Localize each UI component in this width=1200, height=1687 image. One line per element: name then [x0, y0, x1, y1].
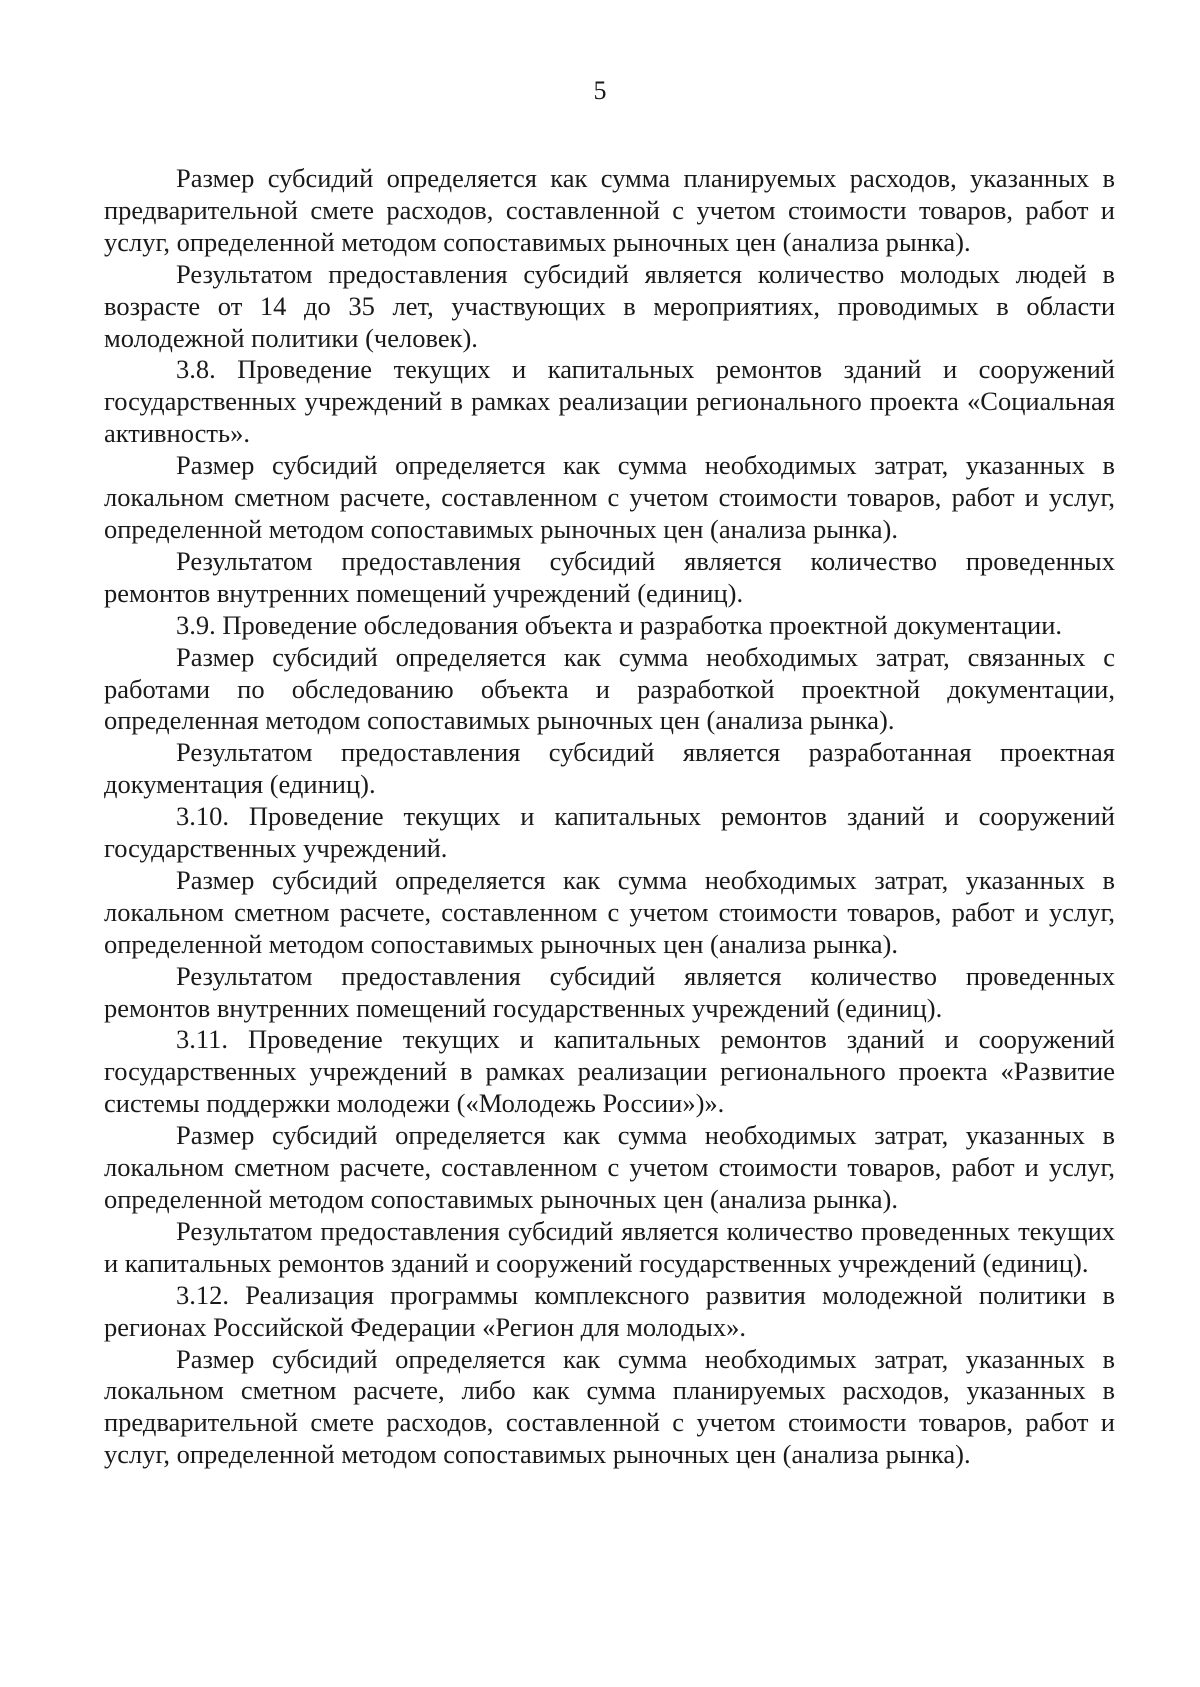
page-number: 5	[593, 76, 607, 105]
subsidy-result-paragraph: Результатом предоставления субсидий является количество молодых людей в возрасте от 14 до 35 лет, участвующих в мероприятиях, проводимых в области молодежной политики (человек).	[104, 258, 1115, 353]
section-3-8-heading: 3.8. Проведение текущих и капитальных ремонтов зданий и сооружений государственных учреждений в рамках реализации регионального проекта «Социальная активность».	[104, 354, 1115, 449]
subsidy-result-paragraph: Результатом предоставления субсидий является разработанная проектная документация (единиц).	[104, 737, 1115, 800]
subsidy-size-paragraph: Размер субсидий определяется как сумма необходимых затрат, указанных в локальном сметном расчете, составленном с учетом стоимости товаров, работ и услуг, определенной методом сопоставимых рыночных цен (анализа рынка).	[104, 864, 1115, 959]
subsidy-size-paragraph: Размер субсидий определяется как сумма необходимых затрат, указанных в локальном сметном расчете, либо как сумма планируемых расходов, указанных в предварительной смете расходов, составленной с учетом стоимости товаров, работ и услуг, определенной методом сопоставимых рыночных цен (анализа рынка).	[104, 1343, 1115, 1470]
subsidy-size-paragraph: Размер субсидий определяется как сумма планируемых расходов, указанных в предварительной смете расходов, составленной с учетом стоимости товаров, работ и услуг, определенной методом сопоставимых рыночных цен (анализа рынка).	[104, 163, 1115, 257]
section-3-10-heading: 3.10. Проведение текущих и капитальных ремонтов зданий и сооружений государственных учреждений.	[104, 801, 1115, 864]
document-body	[104, 163, 1115, 1471]
section-3-12-heading: 3.12. Реализация программы комплексного развития молодежной политики в регионах Российской Федерации «Регион для молодых».	[104, 1279, 1115, 1342]
section-3-11-heading: 3.11. Проведение текущих и капитальных ремонтов зданий и сооружений государственных учреждений в рамках реализации регионального проекта «Развитие системы поддержки молодежи («Молодежь России»)».	[104, 1024, 1115, 1119]
subsidy-size-paragraph: Размер субсидий определяется как сумма необходимых затрат, связанных с работами по обследованию объекта и разработкой проектной документации, определенная методом сопоставимых рыночных цен (анализа рынка).	[104, 641, 1115, 736]
subsidy-result-paragraph: Результатом предоставления субсидий является количество проведенных ремонтов внутренних помещений учреждений (единиц).	[104, 545, 1115, 608]
section-3-9-heading: 3.9. Проведение обследования объекта и разработка проектной документации.	[176, 609, 1063, 640]
subsidy-result-paragraph: Результатом предоставления субсидий является количество проведенных ремонтов внутренних помещений государственных учреждений (единиц).	[104, 960, 1115, 1023]
subsidy-size-paragraph: Размер субсидий определяется как сумма необходимых затрат, указанных в локальном сметном расчете, составленном с учетом стоимости товаров, работ и услуг, определенной методом сопоставимых рыночных цен (анализа рынка).	[104, 1120, 1115, 1214]
subsidy-size-paragraph: Размер субсидий определяется как сумма необходимых затрат, указанных в локальном сметном расчете, составленном с учетом стоимости товаров, работ и услуг, определенной методом сопоставимых рыночных цен (анализа рынка).	[104, 450, 1115, 544]
subsidy-result-paragraph: Результатом предоставления субсидий является количество проведенных текущих и капитальных ремонтов зданий и сооружений государственных учреждений (единиц).	[104, 1215, 1115, 1278]
